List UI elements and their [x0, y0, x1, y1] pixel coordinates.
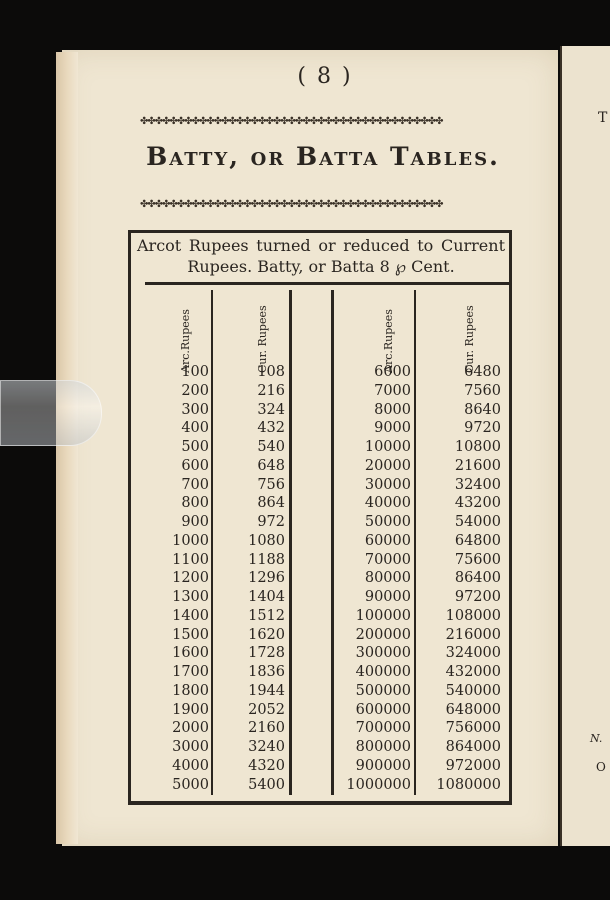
- table-cell: 1700: [172, 664, 209, 680]
- table-cell: 1080: [248, 532, 285, 549]
- table-cell: 7000: [374, 382, 411, 399]
- table-cell: 400000: [355, 664, 411, 680]
- table-cell: 200: [181, 382, 209, 399]
- table-cell: 1620: [248, 626, 285, 643]
- table-cell: 1600: [172, 645, 209, 662]
- table-cell: 90000: [364, 589, 411, 605]
- table-cell: 9000: [374, 420, 411, 437]
- table-cell: 648: [257, 457, 285, 474]
- table-cell: 324: [257, 401, 285, 418]
- next-page-edge: [560, 46, 610, 846]
- table-cell: 6480: [464, 364, 501, 380]
- batta-table: [128, 230, 512, 805]
- table-cell: 4320: [248, 757, 285, 774]
- column-header: Cur. Rupees: [256, 305, 269, 373]
- table-cell: 600: [181, 457, 209, 474]
- current-rupees-column-1: [223, 363, 285, 794]
- page-number: ( 8 ): [297, 64, 353, 89]
- table-cell: 800000: [355, 739, 411, 755]
- table-cell: 75600: [454, 551, 501, 568]
- table-cell: 756: [257, 476, 285, 493]
- next-page-mark: N.: [590, 732, 603, 745]
- table-cell: 100: [181, 364, 209, 380]
- table-cell: 1296: [248, 570, 285, 587]
- table-cell: 3240: [248, 739, 285, 755]
- column-divider: [331, 290, 334, 795]
- table-cell: 864000: [445, 739, 501, 755]
- table-cell: 300: [181, 401, 209, 418]
- table-cell: 800: [181, 495, 209, 512]
- table-cell: 2000: [172, 720, 209, 737]
- table-cell: 200000: [355, 626, 411, 643]
- table-cell: 324000: [445, 645, 501, 662]
- table-cell: 300000: [355, 645, 411, 662]
- table-cell: 10800: [454, 439, 501, 455]
- column-header: Arc.Rupees: [382, 309, 395, 373]
- table-cell: 1404: [248, 589, 285, 605]
- page-gutter: [56, 52, 78, 844]
- table-cell: 1080000: [436, 776, 501, 793]
- table-cell: 1300: [172, 589, 209, 605]
- column-divider: [414, 290, 416, 795]
- table-cell: 54000: [454, 514, 501, 530]
- table-cell: 864: [257, 495, 285, 512]
- next-page-mark: O: [596, 760, 606, 774]
- table-cell: 900000: [355, 757, 411, 774]
- column-header: Arc.Rupees: [179, 309, 192, 373]
- caption-rule: [145, 282, 509, 285]
- table-cell: 4000: [172, 757, 209, 774]
- table-cell: 1944: [248, 682, 285, 699]
- table-cell: 32400: [454, 476, 501, 493]
- table-cell: 80000: [364, 570, 411, 587]
- table-cell: 2052: [248, 701, 285, 718]
- ornament-rule-bottom: ✤✤✤✤✤✤✤✤✤✤✤✤✤✤✤✤✤✤✤✤✤✤✤✤✤✤✤✤✤✤✤✤✤✤✤✤✤✤✤✤✤: [140, 199, 443, 210]
- table-cell: 500: [181, 439, 209, 455]
- arcot-rupees-column-2: [339, 363, 411, 794]
- table-cell: 756000: [445, 720, 501, 737]
- table-cell: 1000: [172, 532, 209, 549]
- table-cell: 900: [181, 514, 209, 530]
- table-cell: 216000: [445, 626, 501, 643]
- table-cell: 6000: [374, 364, 411, 380]
- table-cell: 432000: [445, 664, 501, 680]
- table-cell: 1836: [248, 664, 285, 680]
- table-cell: 9720: [464, 420, 501, 437]
- table-cell: 20000: [364, 457, 411, 474]
- table-caption: Arcot Rupees turned or reduced to Current Rupees. Batty, or Batta 8 ℘ Cent.: [137, 236, 505, 276]
- table-cell: 700000: [355, 720, 411, 737]
- table-cell: 30000: [364, 476, 411, 493]
- table-cell: 64800: [454, 532, 501, 549]
- table-cell: 500000: [355, 682, 411, 699]
- table-cell: 1900: [172, 701, 209, 718]
- ornament-rule-top: ✤✤✤✤✤✤✤✤✤✤✤✤✤✤✤✤✤✤✤✤✤✤✤✤✤✤✤✤✤✤✤✤✤✤✤✤✤✤✤✤✤: [140, 116, 443, 127]
- table-cell: 40000: [364, 495, 411, 512]
- table-cell: 86400: [454, 570, 501, 587]
- table-cell: 600000: [355, 701, 411, 718]
- arcot-rupees-column-1: [155, 363, 209, 794]
- table-cell: 1000000: [346, 776, 411, 793]
- table-cell: 1728: [248, 645, 285, 662]
- table-cell: 700: [181, 476, 209, 493]
- table-cell: 972000: [445, 757, 501, 774]
- table-cell: 10000: [364, 439, 411, 455]
- table-cell: 1188: [248, 551, 285, 568]
- table-cell: 432: [257, 420, 285, 437]
- table-cell: 5400: [248, 776, 285, 793]
- table-cell: 5000: [172, 776, 209, 793]
- table-cell: 108000: [445, 607, 501, 624]
- page-clip: [0, 380, 102, 446]
- column-header: Cur. Rupees: [463, 305, 476, 373]
- table-cell: 7560: [464, 382, 501, 399]
- table-cell: 648000: [445, 701, 501, 718]
- table-cell: 540: [257, 439, 285, 455]
- table-cell: 1200: [172, 570, 209, 587]
- table-cell: 100000: [355, 607, 411, 624]
- table-cell: 60000: [364, 532, 411, 549]
- table-cell: 50000: [364, 514, 411, 530]
- next-page-mark: T: [598, 110, 608, 126]
- table-cell: 70000: [364, 551, 411, 568]
- table-cell: 400: [181, 420, 209, 437]
- table-cell: 1500: [172, 626, 209, 643]
- table-cell: 2160: [248, 720, 285, 737]
- table-cell: 1512: [248, 607, 285, 624]
- column-divider: [289, 290, 292, 795]
- table-cell: 540000: [445, 682, 501, 699]
- table-cell: 21600: [454, 457, 501, 474]
- table-cell: 1100: [172, 551, 209, 568]
- table-cell: 43200: [454, 495, 501, 512]
- table-cell: 8000: [374, 401, 411, 418]
- table-cell: 97200: [454, 589, 501, 605]
- table-cell: 972: [257, 514, 285, 530]
- table-cell: 1400: [172, 607, 209, 624]
- table-cell: 1800: [172, 682, 209, 699]
- table-cell: 216: [257, 382, 285, 399]
- column-divider: [211, 290, 213, 795]
- table-cell: 3000: [172, 739, 209, 755]
- table-cell: 108: [257, 364, 285, 380]
- page-title: Batty, or Batta Tables.: [146, 142, 500, 171]
- table-cell: 8640: [464, 401, 501, 418]
- current-rupees-column-2: [423, 363, 501, 794]
